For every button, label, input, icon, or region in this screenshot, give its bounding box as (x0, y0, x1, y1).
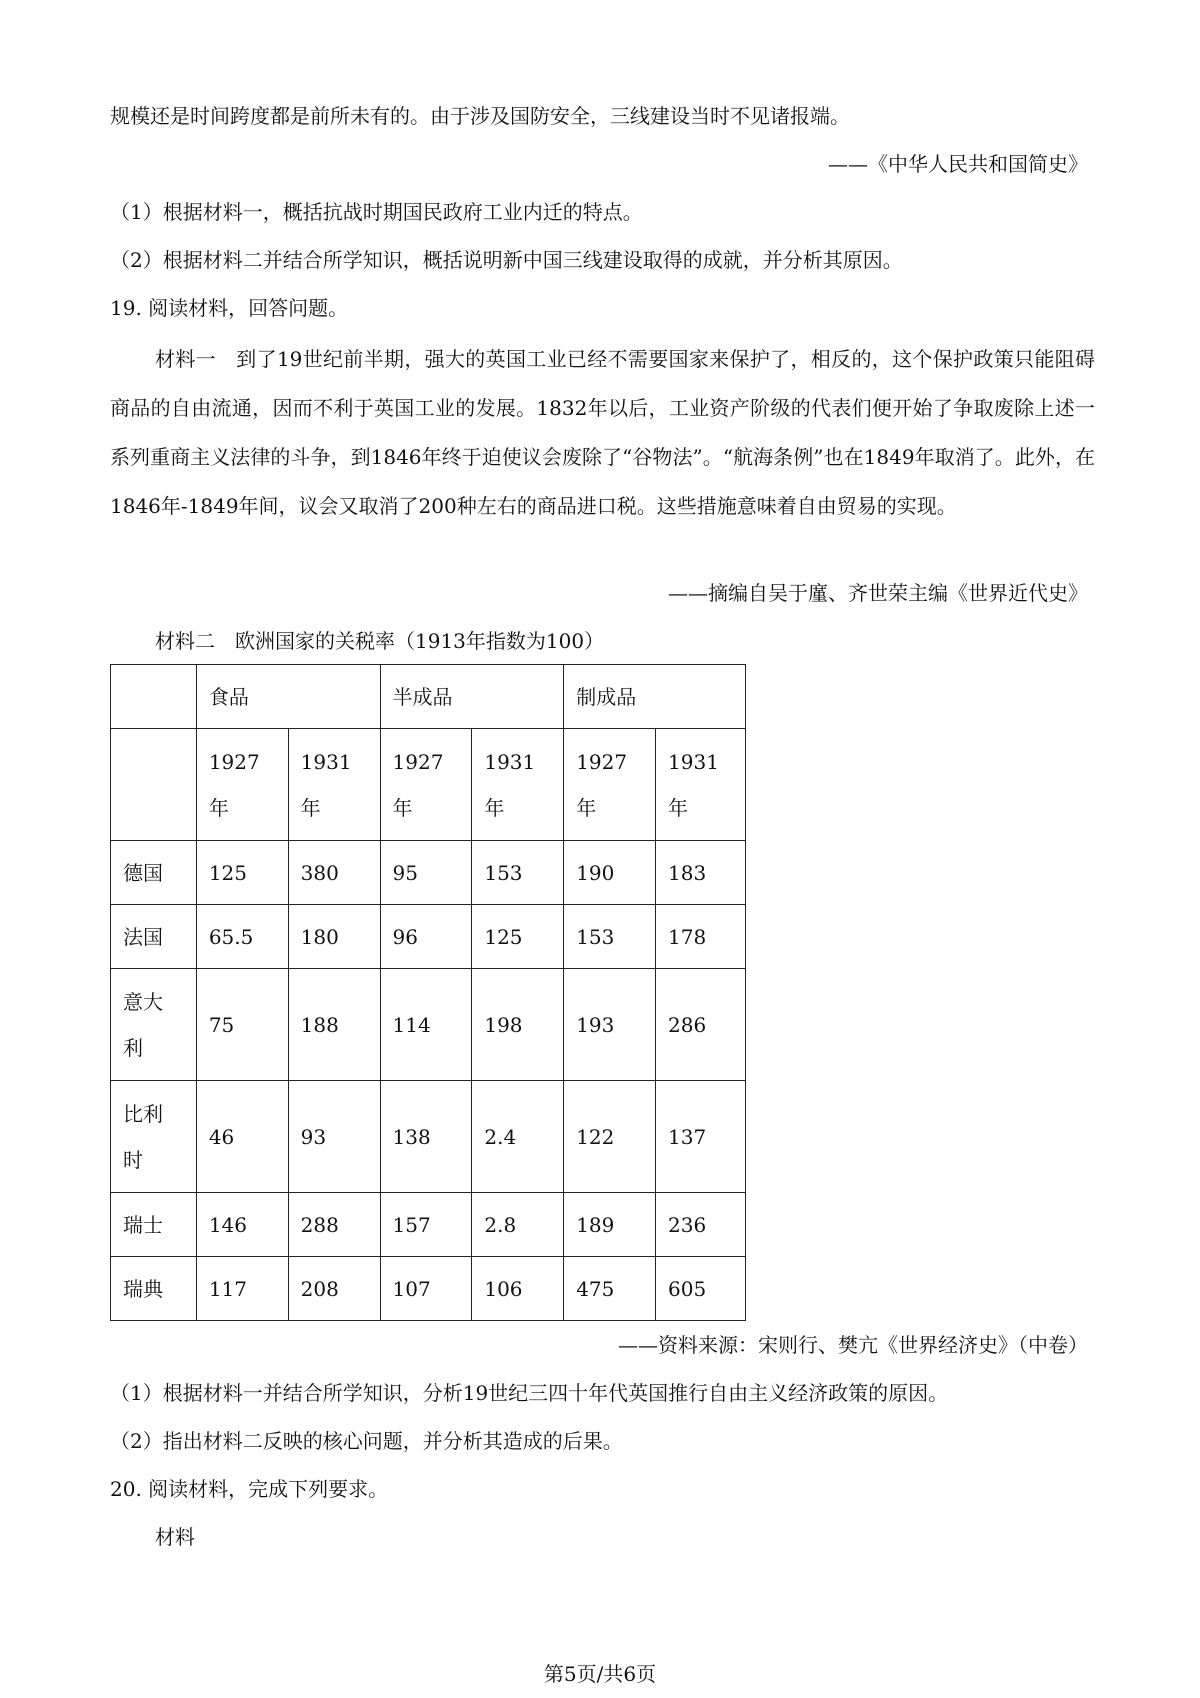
table-row (111, 905, 746, 969)
value-cell: 380 (288, 841, 380, 905)
country-cell: 瑞士 (111, 1193, 197, 1257)
value-cell: 107 (380, 1257, 472, 1321)
table-year-row (111, 729, 746, 841)
value-cell: 153 (472, 841, 564, 905)
value-cell: 125 (472, 905, 564, 969)
value-cell: 190 (564, 841, 656, 905)
value-cell: 198 (472, 969, 564, 1081)
question-20-heading: 20. 阅读材料，完成下列要求。 (110, 1477, 389, 1501)
value-cell: 96 (380, 905, 472, 969)
value-cell: 236 (656, 1193, 746, 1257)
value-cell: 286 (656, 969, 746, 1081)
table-row (111, 1081, 746, 1193)
value-cell: 157 (380, 1193, 472, 1257)
page-footer: 第5页/共6页 (543, 1662, 657, 1686)
year-header: 1931 年 (656, 729, 746, 841)
value-cell: 138 (380, 1081, 472, 1193)
question-19-1: （1）根据材料一并结合所学知识，分析19世纪三四十年代英国推行自由主义经济政策的原因。 (110, 1381, 949, 1405)
value-cell: 178 (656, 905, 746, 969)
value-cell: 188 (288, 969, 380, 1081)
country-cell: 比利时 (111, 1081, 197, 1193)
table-row (111, 841, 746, 905)
question-18-2: （2）根据材料二并结合所学知识，概括说明新中国三线建设取得的成就，并分析其原因。 (110, 248, 903, 272)
country-cell: 意大利 (111, 969, 197, 1081)
value-cell: 95 (380, 841, 472, 905)
source-citation-1: ——《中华人民共和国简史》 (828, 152, 1088, 176)
country-cell: 法国 (111, 905, 197, 969)
value-cell: 117 (196, 1257, 288, 1321)
material-2-title: 材料二 欧洲国家的关税率（1913年指数为100） (155, 629, 605, 653)
question-19-heading: 19. 阅读材料，回答问题。 (110, 296, 349, 320)
column-group-manufactured: 制成品 (564, 665, 746, 729)
year-header: 1927 年 (380, 729, 472, 841)
top-text: 规模还是时间跨度都是前所未有的。由于涉及国防安全，三线建设当时不见诸报端。 (110, 104, 850, 128)
value-cell: 189 (564, 1193, 656, 1257)
tariff-table (110, 664, 746, 1321)
value-cell: 183 (656, 841, 746, 905)
question-19-2: （2）指出材料二反映的核心问题，并分析其造成的后果。 (110, 1429, 623, 1453)
table-header-row (111, 665, 746, 729)
table-corner-cell (111, 665, 197, 729)
table-row (111, 969, 746, 1081)
value-cell: 475 (564, 1257, 656, 1321)
year-header: 1927 年 (564, 729, 656, 841)
value-cell: 180 (288, 905, 380, 969)
value-cell: 605 (656, 1257, 746, 1321)
value-cell: 288 (288, 1193, 380, 1257)
material-label: 材料 (155, 1525, 195, 1549)
question-18-1: （1）根据材料一，概括抗战时期国民政府工业内迁的特点。 (110, 200, 643, 224)
column-group-food: 食品 (196, 665, 380, 729)
country-cell: 瑞典 (111, 1257, 197, 1321)
value-cell: 2.8 (472, 1193, 564, 1257)
value-cell: 93 (288, 1081, 380, 1193)
value-cell: 46 (196, 1081, 288, 1193)
value-cell: 114 (380, 969, 472, 1081)
value-cell: 65.5 (196, 905, 288, 969)
value-cell: 125 (196, 841, 288, 905)
table-empty-cell (111, 729, 197, 841)
value-cell: 193 (564, 969, 656, 1081)
year-header: 1931 年 (472, 729, 564, 841)
source-citation-3: ——资料来源：宋则行、樊亢《世界经济史》（中卷） (618, 1333, 1088, 1357)
source-citation-2: ——摘编自吴于廑、齐世荣主编《世界近代史》 (668, 581, 1088, 605)
table-row (111, 1257, 746, 1321)
column-group-semi-finished: 半成品 (380, 665, 564, 729)
country-cell: 德国 (111, 841, 197, 905)
value-cell: 75 (196, 969, 288, 1081)
value-cell: 106 (472, 1257, 564, 1321)
year-header: 1927 年 (196, 729, 288, 841)
year-header: 1931 年 (288, 729, 380, 841)
value-cell: 208 (288, 1257, 380, 1321)
value-cell: 122 (564, 1081, 656, 1193)
value-cell: 2.4 (472, 1081, 564, 1193)
table-row (111, 1193, 746, 1257)
value-cell: 153 (564, 905, 656, 969)
material-1-paragraph: 材料一 到了19世纪前半期，强大的英国工业已经不需要国家来保护了，相反的，这个保护政策只能阻碍商品的自由流通，因而不利于英国工业的发展。1832年以后，工业资产阶级的代表们便开始了争取废除上述一系列重商主义法律的斗争，到1846年终于迫使议会废除了“谷物法”。“航海条例”也在1849年取消了。此外，在1846年-1849年间，议会又取消了200种左右的商品进口税。这些措施意味着自由贸易的实现。 (110, 347, 1095, 518)
value-cell: 137 (656, 1081, 746, 1193)
value-cell: 146 (196, 1193, 288, 1257)
